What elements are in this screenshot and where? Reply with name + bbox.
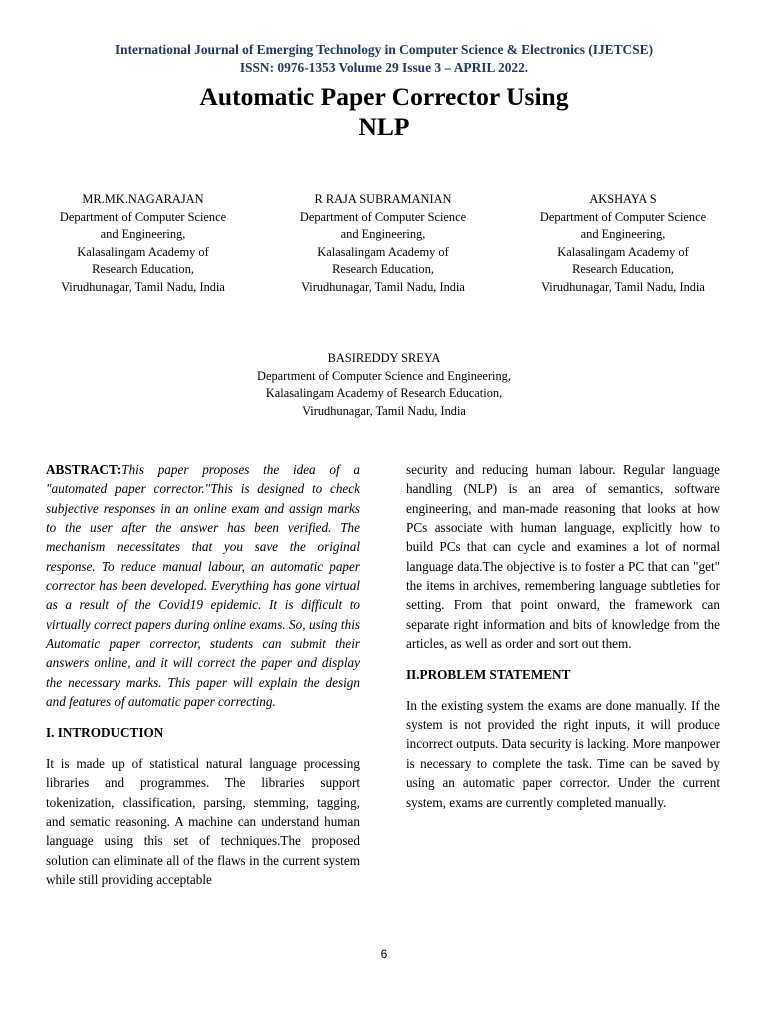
author-affiliation-line: and Engineering, [340, 227, 426, 242]
author-affiliation-line: Kalasalingam Academy of [557, 244, 689, 259]
author-affiliation-line: Department of Computer Science [539, 209, 707, 224]
author-affiliation-line: and Engineering, [100, 227, 186, 242]
author-affiliation-line: and Engineering, [580, 227, 666, 242]
author-block-4 [200, 350, 568, 420]
problem-statement-heading: II.PROBLEM STATEMENT [406, 667, 571, 683]
author-affiliation-line: Kalasalingam Academy of Research Education, [265, 386, 503, 401]
journal-issn: ISSN: 0976-1353 Volume 29 Issue 3 – APRIL 2022. [239, 60, 529, 75]
abstract-text: This paper proposes the idea of a "automated paper corrector."This is designed to check subjective responses in an online exam and assign marks to the user after the answer has been verified. The mechanism necessitates that you save the original response. To reduce manual labour, an automatic paper corrector has been developed. Everything has gone virtual as a result of the Covid19 epidemic. It is difficult to virtually correct papers during online exams. So, using this Automatic paper corrector, students can submit their answers online, and it will correct the paper and display the necessary marks. This paper will explain the design and features of automatic paper correcting. [46, 462, 360, 710]
author-block-1 [40, 191, 246, 297]
author-block-3 [520, 191, 726, 297]
author-affiliation-line: Kalasalingam Academy of [77, 244, 209, 259]
paper-title [0, 82, 768, 142]
introduction-text-continued: security and reducing human labour. Regular language handling (NLP) is an area of semantics, software engineering, and man-made reasoning that looks at how PCs associate with human language, explicitly how to build PCs that can cycle and examines a lot of normal language data.The objective is to foster a PC that can "get" the items in archives, remembering language subtleties for setting. From that point onward, the framework can separate right information and bits of knowledge from the articles, as well as order and sort out them. [406, 462, 720, 652]
introduction-heading: I. INTRODUCTION [46, 725, 164, 741]
author-name: MR.MK.NAGARAJAN [82, 192, 204, 206]
author-affiliation-line: Kalasalingam Academy of [317, 244, 449, 259]
author-affiliation-line: Research Education, [572, 262, 674, 277]
author-name: AKSHAYA S [589, 192, 657, 206]
author-affiliation-line: Department of Computer Science [299, 209, 467, 224]
paper-title-line-2: NLP [358, 112, 410, 141]
page-number: 6 [380, 947, 388, 961]
problem-statement-text: In the existing system the exams are done manually. If the system is not provided the right inputs, it will produce incorrect outputs. Data security is lacking. More manpower is necessary to complete the task. Time can be saved by using an automatic paper corrector. Under the current system, exams are currently completed manually. [406, 697, 720, 810]
paper-title-line-1: Automatic Paper Corrector Using [199, 82, 569, 111]
left-column [46, 460, 360, 889]
author-affiliation-line: Virudhunagar, Tamil Nadu, India [541, 279, 705, 294]
abstract [46, 460, 360, 711]
journal-name: International Journal of Emerging Technology in Computer Science & Electronics (IJETCSE) [114, 42, 654, 57]
introduction-text: It is made up of statistical natural language processing libraries and programmes. The libraries support tokenization, classification, parsing, stemming, tagging, and sematic reasoning. A machine can understand human language using this set of techniques.The proposed solution can eliminate all of the flaws in the current system while still providing acceptable [46, 755, 360, 887]
abstract-label: ABSTRACT: [46, 462, 122, 477]
right-column [406, 460, 720, 812]
author-name: R RAJA SUBRAMANIAN [314, 192, 452, 206]
author-affiliation-line: Virudhunagar, Tamil Nadu, India [61, 279, 225, 294]
author-affiliation-line: Virudhunagar, Tamil Nadu, India [302, 403, 466, 418]
author-affiliation-line: Research Education, [332, 262, 434, 277]
author-affiliation-line: Department of Computer Science [59, 209, 227, 224]
author-name: BASIREDDY SREYA [327, 351, 441, 365]
author-affiliation-line: Virudhunagar, Tamil Nadu, India [301, 279, 465, 294]
author-affiliation-line: Research Education, [92, 262, 194, 277]
author-affiliation-line: Department of Computer Science and Engineering, [257, 368, 511, 383]
author-block-2 [280, 191, 486, 297]
